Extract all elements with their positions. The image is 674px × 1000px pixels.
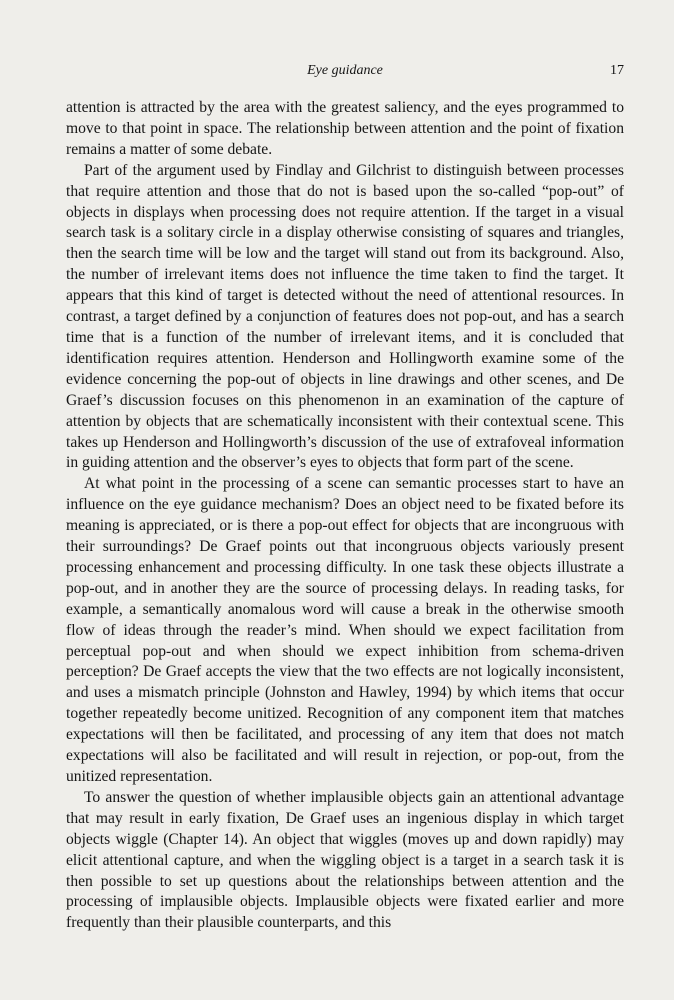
paragraph: To answer the question of whether implausible objects gain an attentional advantage that may result in early fixation, De Graef uses an ingenious display in which target objects wiggle (Chapter 14). An object that wiggles (moves up and down rapidly) may elicit attentional capture, and when the wiggling object is a target in a search task it is then possible to set up questions about the relationships between attention and the processing of implausible objects. Implausible objects were fixated earlier and more frequently than their plausible counterparts, and this <box>66 788 624 932</box>
body-text <box>66 98 624 934</box>
page-number: 17 <box>610 63 624 78</box>
running-head: Eye guidance <box>307 63 383 78</box>
paragraph: attention is attracted by the area with the greatest saliency, and the eyes programmed to move to that point in space. The relationship between attention and the point of fixation remains a matter of some debate. <box>66 99 624 158</box>
paragraph: At what point in the processing of a scene can semantic processes start to have an influence on the eye guidance mechanism? Does an object need to be fixated before its meaning is appreciated, or is there a pop-out effect for objects that are incongruous with their surroundings? De Graef points out that incongruous objects variously present processing enhancement and processing difficulty. In one task these objects illustrate a pop-out, and in another they are the source of processing delays. In reading tasks, for example, a semantically anomalous word will cause a break in the otherwise smooth flow of ideas through the reader’s mind. When should we expect facilitation from perceptual pop-out and when should we expect inhibition from schema-driven perception? De Graef accepts the view that the two effects are not logically inconsistent, and uses a mismatch principle (Johnston and Hawley, 1994) by which items that occur together repeatedly become unitized. Recognition of any component item that matches expectations will then be facilitated, and processing of any item that does not match expectations will also be facilitated and will result in rejection, or pop-out, from the unitized representation. <box>66 475 624 785</box>
page-header <box>66 63 624 83</box>
paragraph: Part of the argument used by Findlay and Gilchrist to distinguish between processes that require attention and those that do not is based upon the so-called “pop-out” of objects in displays when processing does not require attention. If the target in a visual search task is a solitary circle in a display otherwise consisting of squares and triangles, then the search time will be low and the target will stand out from its background. Also, the number of irrelevant items does not influence the time taken to find the target. It appears that this kind of target is detected without the need of attentional resources. In contrast, a target defined by a conjunction of features does not pop-out, and has a search time that is a function of the number of irrelevant items, and it is concluded that identification requires attention. Henderson and Hollingworth examine some of the evidence concerning the pop-out of objects in line drawings and other scenes, and De Graef’s discussion focuses on this phenomenon in an examination of the capture of attention by objects that are schematically inconsistent with their contextual scene. This takes up Henderson and Hollingworth’s discussion of the use of extrafoveal information in guiding attention and the observer’s eyes to objects that form part of the scene. <box>66 161 624 472</box>
